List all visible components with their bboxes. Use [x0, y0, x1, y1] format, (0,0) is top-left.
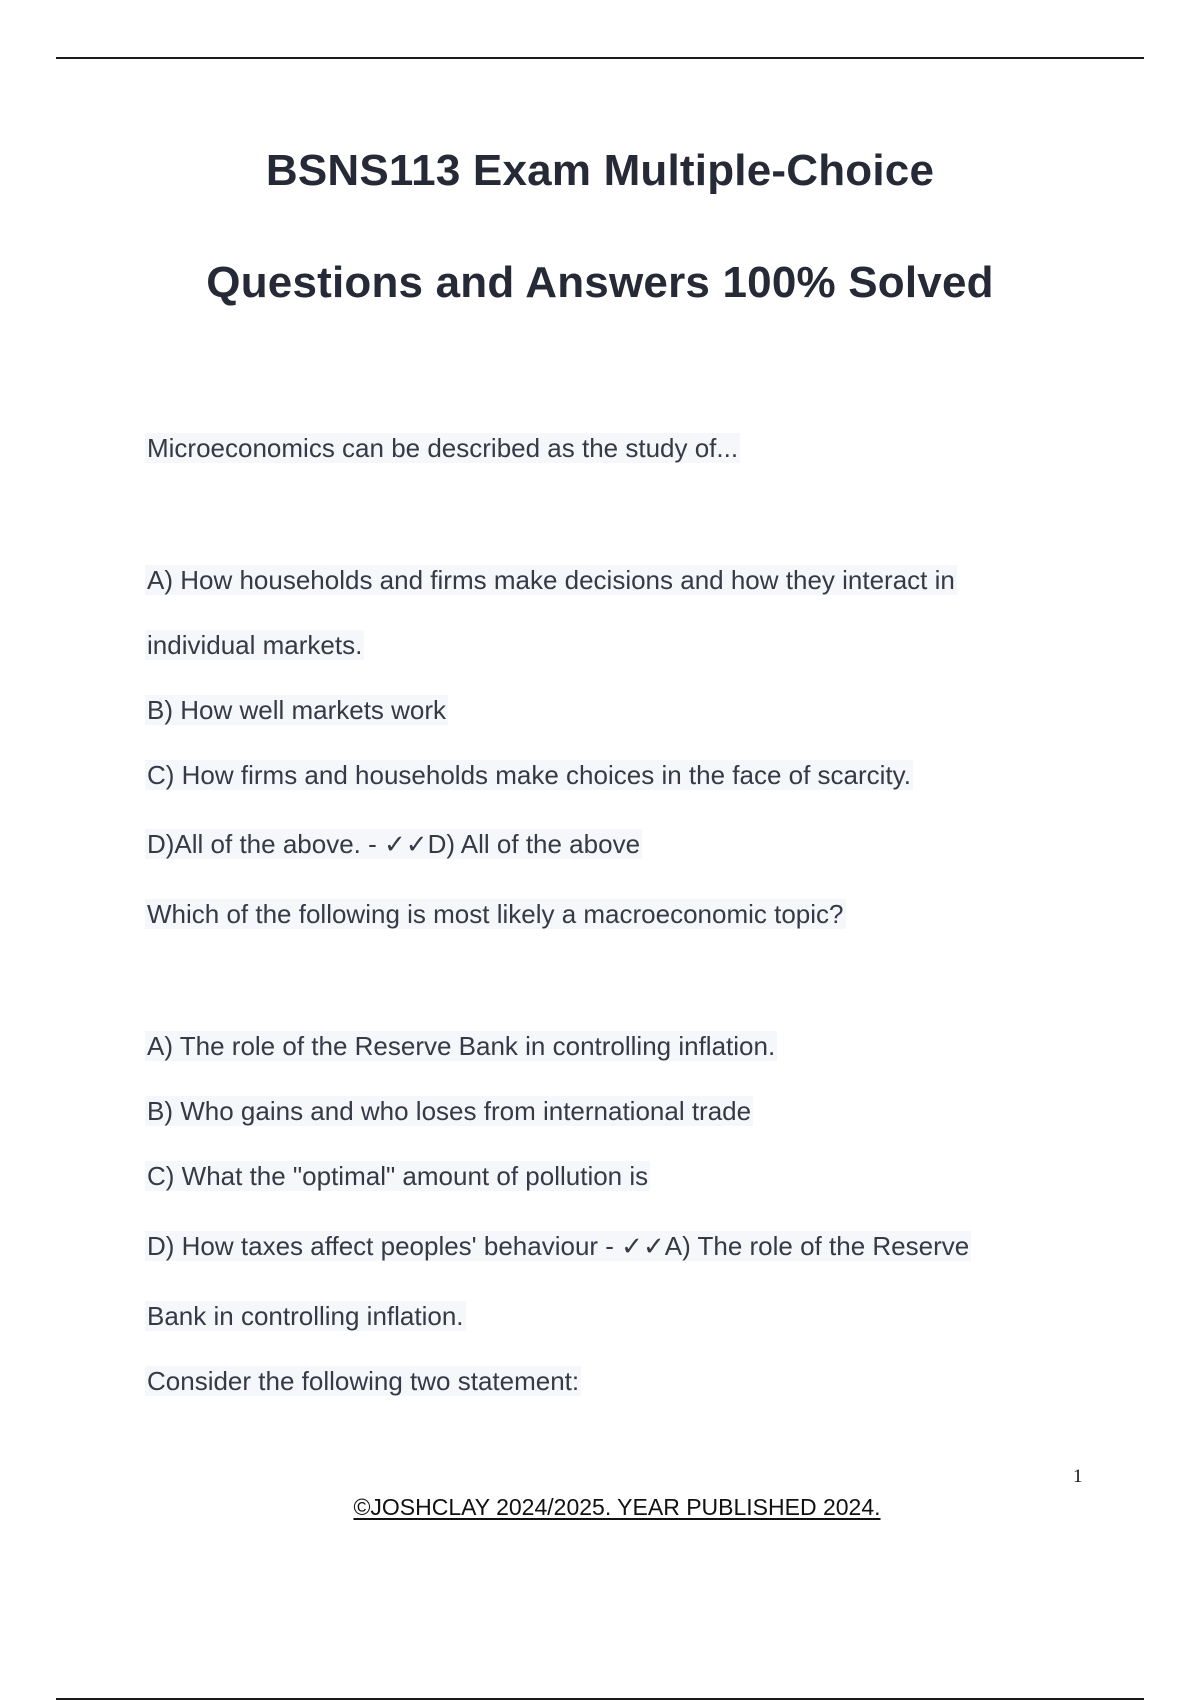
question-3-text: Consider the following two statement:	[147, 1366, 580, 1396]
question-1-option-b: B) How well markets work	[147, 695, 447, 725]
question-1-option-a-cont: individual markets.	[147, 630, 363, 660]
question-1-text: Microeconomics can be described as the study of...	[147, 433, 739, 463]
document-title-line-1: BSNS113 Exam Multiple-Choice	[265, 146, 935, 195]
page-number: 1	[1073, 1466, 1083, 1487]
question-2-option-a: A) The role of the Reserve Bank in controlling inflation.	[147, 1031, 776, 1061]
question-1-option-d-answer: D)All of the above. - ✓✓D) All of the above	[147, 829, 641, 859]
document-title-line-2: Questions and Answers 100% Solved	[206, 258, 994, 307]
question-2-text: Which of the following is most likely a macroeconomic topic?	[147, 899, 844, 929]
question-1-option-c: C) How firms and households make choices in the face of scarcity.	[147, 760, 911, 790]
question-2-option-c: C) What the "optimal" amount of pollution is	[147, 1161, 649, 1191]
question-2-answer-cont: Bank in controlling inflation.	[147, 1301, 464, 1331]
question-2-option-d-answer: D) How taxes affect peoples' behaviour - ✓✓A) The role of the Reserve	[147, 1231, 970, 1261]
question-1-option-a: A) How households and firms make decisions and how they interact in	[147, 565, 955, 595]
question-2-option-b: B) Who gains and who loses from international trade	[147, 1096, 752, 1126]
copyright-footer: ©JOSHCLAY 2024/2025. YEAR PUBLISHED 2024.	[353, 1494, 881, 1520]
header-rule	[56, 57, 1144, 59]
